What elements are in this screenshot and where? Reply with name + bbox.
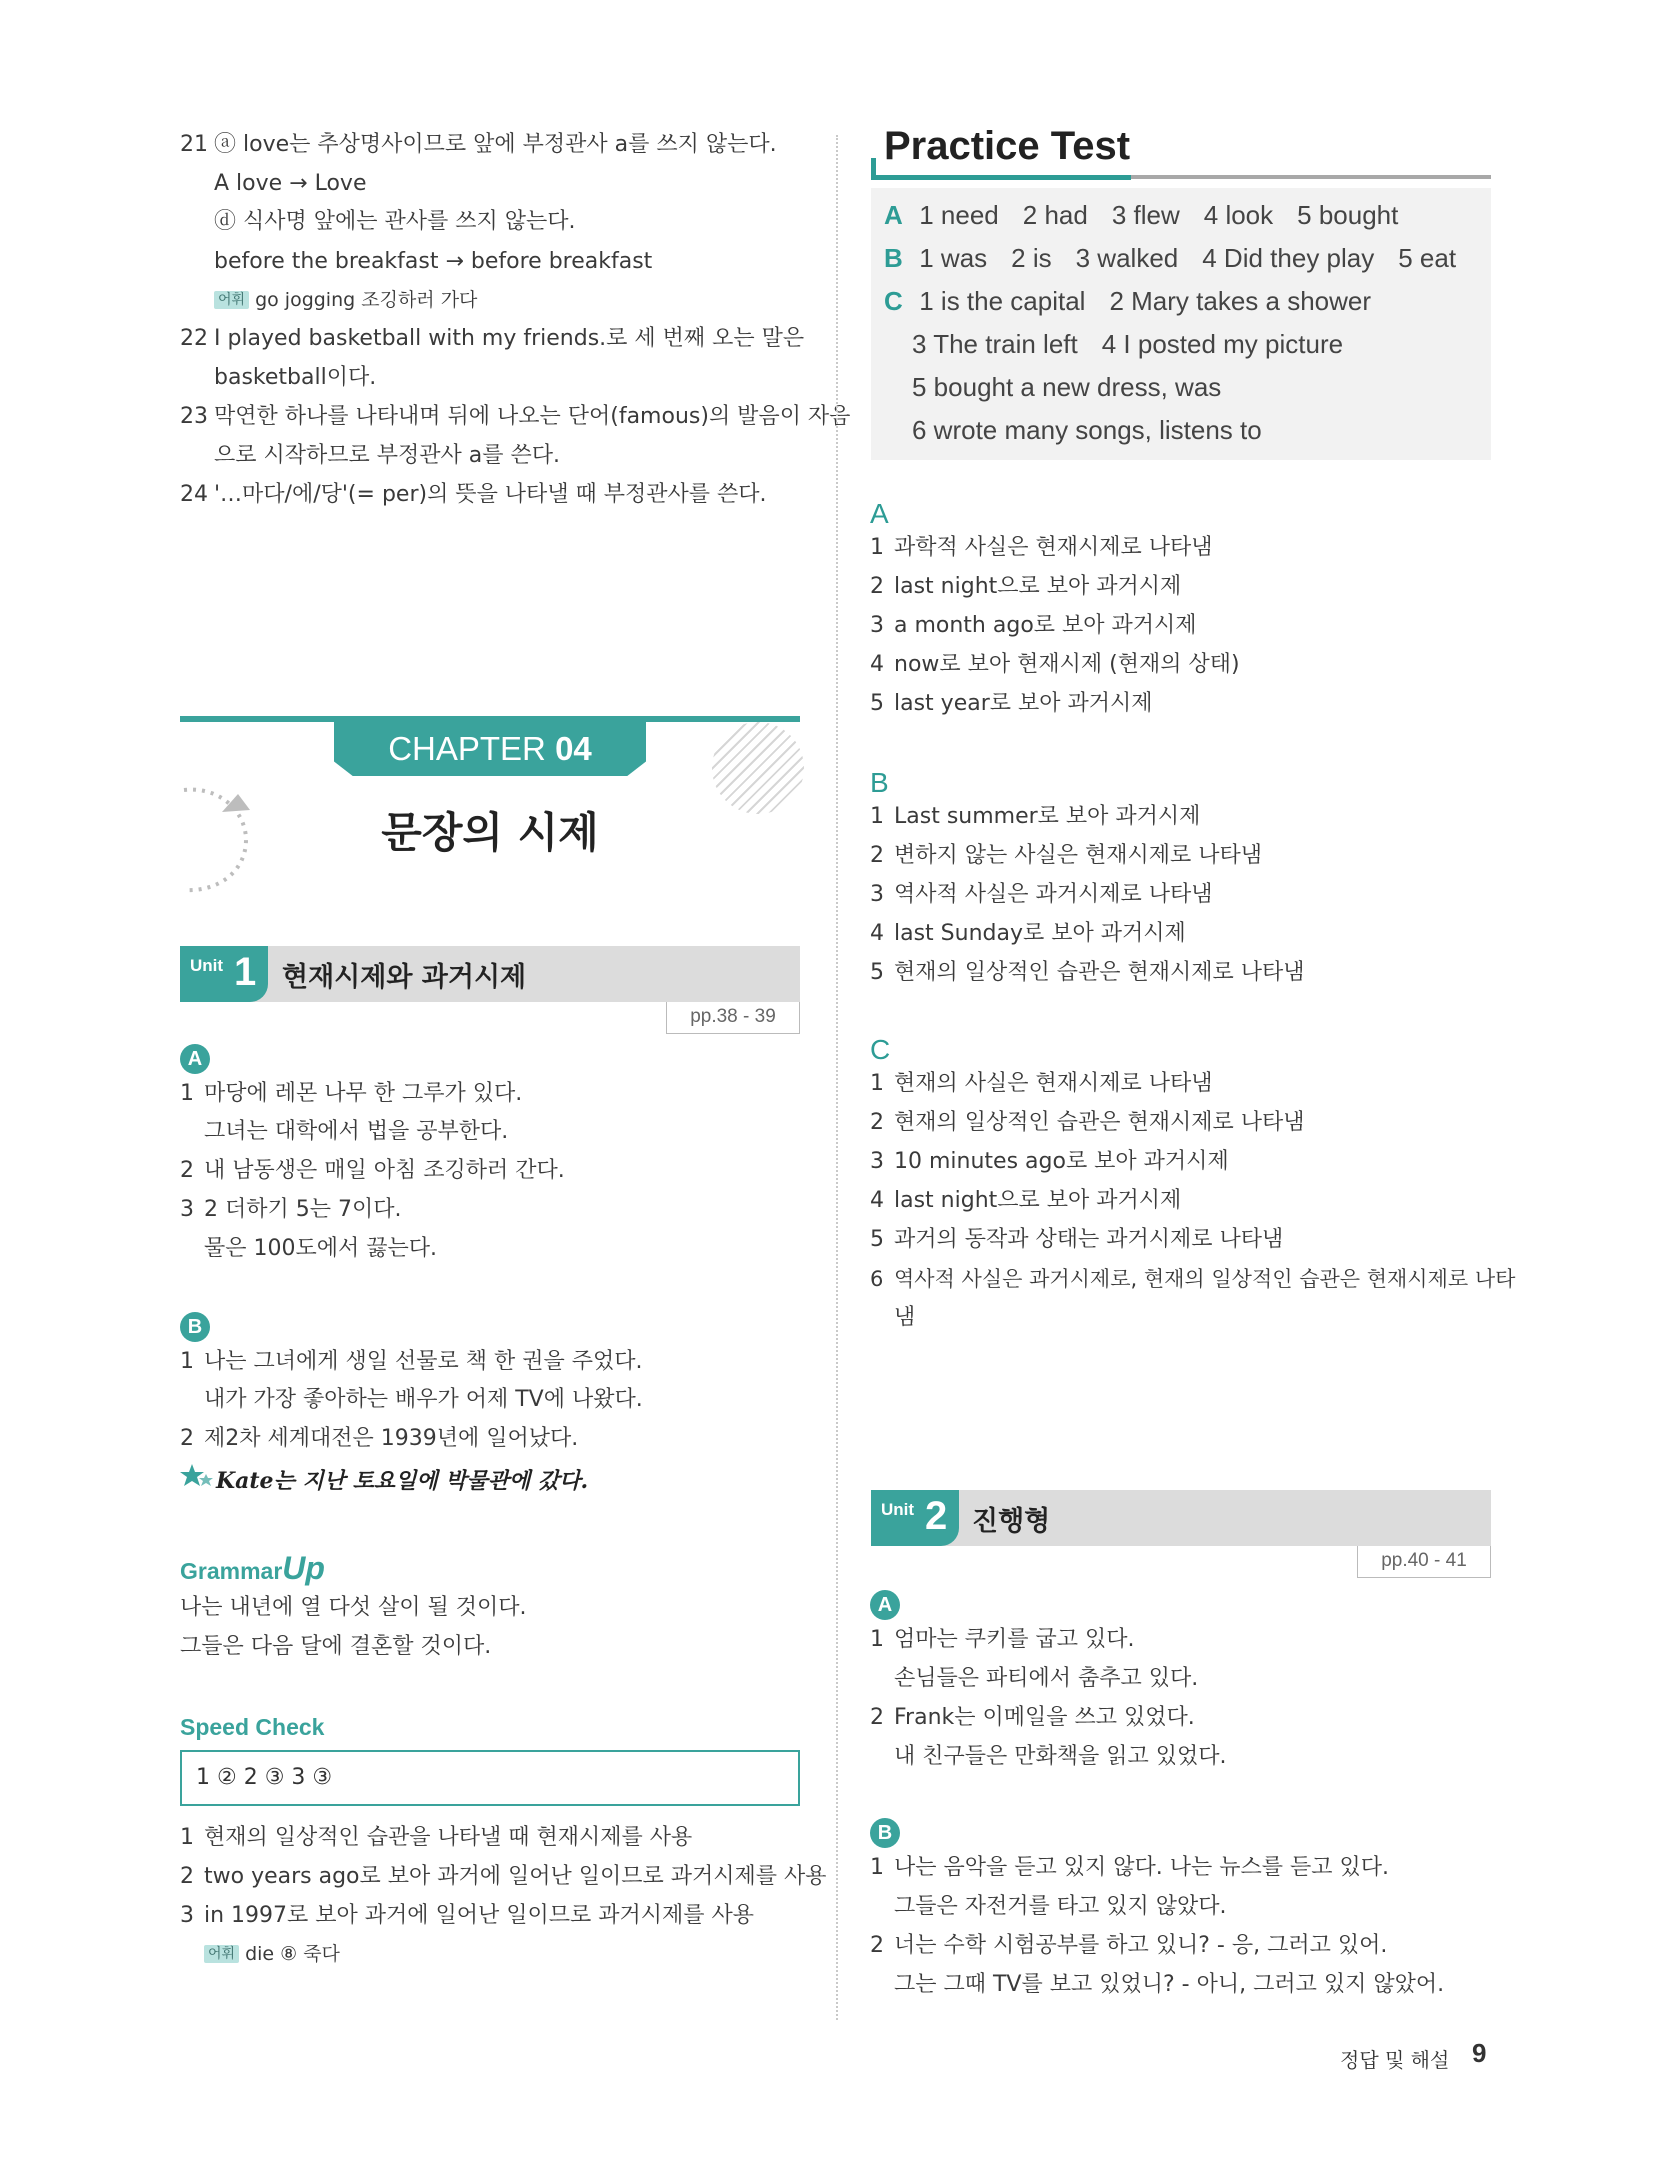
answer-line: 내 친구들은 만화책을 읽고 있었다. <box>894 1744 1227 1769</box>
grammar-up-line: 나는 내년에 열 다섯 살이 될 것이다. <box>180 1595 527 1620</box>
unit-title: 현재시제와 과거시제 <box>282 962 527 993</box>
explanation-line: 1 현재의 사실은 현재시제로 나타냄 <box>870 1071 1213 1096</box>
answer-line: 그는 그때 TV를 보고 있었니? - 아니, 그러고 있지 않았어. <box>894 1972 1445 1997</box>
answer-line: 1 마당에 레몬 나무 한 그루가 있다. <box>180 1081 523 1106</box>
unit-pages: pp.38 - 39 <box>666 1002 800 1034</box>
practice-test-title: Practice Test <box>884 124 1131 168</box>
answer-line: 그들은 자전거를 타고 있지 않았다. <box>894 1894 1227 1919</box>
note-line: 22 I played basketball with my friends.로 세 번째 오는 말은 <box>180 326 805 351</box>
title-rule <box>1131 175 1491 179</box>
answer-line: 내가 가장 좋아하는 배우가 어제 TV에 나왔다. <box>204 1387 643 1412</box>
vocab-note: 어휘 die ⑧ 죽다 <box>204 1940 340 1968</box>
title-rule <box>871 175 1131 180</box>
answer-line: 그녀는 대학에서 법을 공부한다. <box>204 1119 509 1144</box>
chapter-title: 문장의 시제 <box>381 808 599 857</box>
star-example: Kate는 지난 토요일에 박물관에 갔다. <box>216 1468 589 1494</box>
unit-badge: Unit 2 <box>871 1490 959 1546</box>
section-b-badge: B <box>870 1818 900 1848</box>
explanation-line: 5 현재의 일상적인 습관은 현재시제로 나타냄 <box>870 960 1305 985</box>
section-letter: A <box>870 498 889 529</box>
unit-bar <box>871 1490 1491 1546</box>
unit-badge: Unit 1 <box>180 946 268 1002</box>
note-line: basketball이다. <box>214 365 377 390</box>
explanation-line: 3 역사적 사실은 과거시제로 나타냄 <box>870 882 1213 907</box>
note-line: ⓓ 식사명 앞에는 관사를 쓰지 않는다. <box>214 209 576 234</box>
speed-check-box: 1 ② 2 ③ 3 ③ <box>180 1750 800 1806</box>
answer-row: A 1 need 2 had 3 flew 4 look 5 bought <box>884 200 1399 230</box>
unit-pages: pp.40 - 41 <box>1357 1546 1491 1578</box>
answer-line: 2 Frank는 이메일을 쓰고 있었다. <box>870 1705 1195 1730</box>
answer-line: 2 내 남동생은 매일 아침 조깅하러 간다. <box>180 1158 565 1183</box>
section-b-badge: B <box>180 1312 210 1342</box>
vocab-tag: 어휘 <box>214 291 249 309</box>
speed-check-heading: Speed Check <box>180 1714 325 1740</box>
answer-line: 물은 100도에서 끓는다. <box>204 1236 437 1261</box>
explanation-line: 2 현재의 일상적인 습관은 현재시제로 나타냄 <box>870 1110 1305 1135</box>
explanation-line: 1 Last summer로 보아 과거시제 <box>870 804 1201 829</box>
vocab-tag: 어휘 <box>204 1945 239 1963</box>
note-line: 21 ⓐ love는 추상명사이므로 앞에 부정관사 a를 쓰지 않는다. <box>180 132 777 157</box>
explanation-line: 4 now로 보아 현재시제 (현재의 상태) <box>870 652 1240 677</box>
explanation-line: 2 변하지 않는 사실은 현재시제로 나타냄 <box>870 843 1263 868</box>
footer-label: 정답 및 해설 <box>1340 2048 1450 2072</box>
note-line: 23 막연한 하나를 나타내며 뒤에 나오는 단어(famous)의 발음이 자음 <box>180 404 851 429</box>
grammar-up-line: 그들은 다음 달에 결혼할 것이다. <box>180 1634 492 1659</box>
answer-row: C 1 is the capital 2 Mary takes a shower <box>884 286 1372 316</box>
vocab-note: 어휘 go jogging 조깅하러 가다 <box>214 286 477 314</box>
answer-line: 2 제2차 세계대전은 1939년에 일어났다. <box>180 1426 579 1451</box>
note-line: 24 '…마다/에/당'(= per)의 뜻을 나타낼 때 부정관사를 쓴다. <box>180 482 767 507</box>
explanation-line: 4 last Sunday로 보아 과거시제 <box>870 921 1186 946</box>
explanation-line: 4 last night으로 보아 과거시제 <box>870 1188 1182 1213</box>
answer-row: 5 bought a new dress, was <box>912 372 1222 402</box>
explanation-line: 냄 <box>894 1305 916 1330</box>
column-divider <box>836 135 838 2020</box>
star-icon <box>180 1462 214 1492</box>
speed-line: 2 two years ago로 보아 과거에 일어난 일이므로 과거시제를 사용 <box>180 1864 827 1889</box>
answer-row: 6 wrote many songs, listens to <box>912 415 1262 445</box>
unit-title: 진행형 <box>972 1506 1051 1537</box>
explanation-line: 3 10 minutes ago로 보아 과거시제 <box>870 1149 1229 1174</box>
answer-row: 3 The train left 4 I posted my picture <box>912 329 1344 359</box>
explanation-line: 5 과거의 동작과 상태는 과거시제로 나타냄 <box>870 1227 1284 1252</box>
note-line: A love → Love <box>214 171 367 196</box>
explanation-line: 2 last night으로 보아 과거시제 <box>870 574 1182 599</box>
section-letter: B <box>870 767 889 798</box>
chapter-label: CHAPTER 04 <box>388 730 592 767</box>
answer-line: 3 2 더하기 5는 7이다. <box>180 1197 402 1222</box>
answer-line: 손님들은 파티에서 춤추고 있다. <box>894 1666 1199 1691</box>
note-line: before the breakfast → before breakfast <box>214 249 653 274</box>
answer-row: B 1 was 2 is 3 walked 4 Did they play 5 eat <box>884 243 1457 273</box>
page-number: 9 <box>1472 2038 1487 2068</box>
section-letter: C <box>870 1034 891 1065</box>
explanation-line: 6 역사적 사실은 과거시제로, 현재의 일상적인 습관은 현재시제로 나타 <box>870 1267 1516 1291</box>
answer-line: 1 나는 그녀에게 생일 선물로 책 한 권을 주었다. <box>180 1349 643 1374</box>
explanation-line: 5 last year로 보아 과거시제 <box>870 691 1153 716</box>
explanation-line: 3 a month ago로 보아 과거시제 <box>870 613 1197 638</box>
explanation-line: 1 과학적 사실은 현재시제로 나타냄 <box>870 535 1213 560</box>
speed-line: 1 현재의 일상적인 습관을 나타낼 때 현재시제를 사용 <box>180 1825 693 1850</box>
section-a-badge: A <box>870 1590 900 1620</box>
note-line: 으로 시작하므로 부정관사 a를 쓴다. <box>214 443 560 468</box>
answer-line: 1 엄마는 쿠키를 굽고 있다. <box>870 1627 1135 1652</box>
answer-line: 2 너는 수학 시험공부를 하고 있니? - 응, 그러고 있어. <box>870 1933 1388 1958</box>
speed-line: 3 in 1997로 보아 과거에 일어난 일이므로 과거시제를 사용 <box>180 1903 755 1928</box>
section-a-badge: A <box>180 1044 210 1074</box>
grammar-up-heading: GrammarUp <box>180 1550 325 1586</box>
answer-line: 1 나는 음악을 듣고 있지 않다. 나는 뉴스를 듣고 있다. <box>870 1855 1389 1880</box>
